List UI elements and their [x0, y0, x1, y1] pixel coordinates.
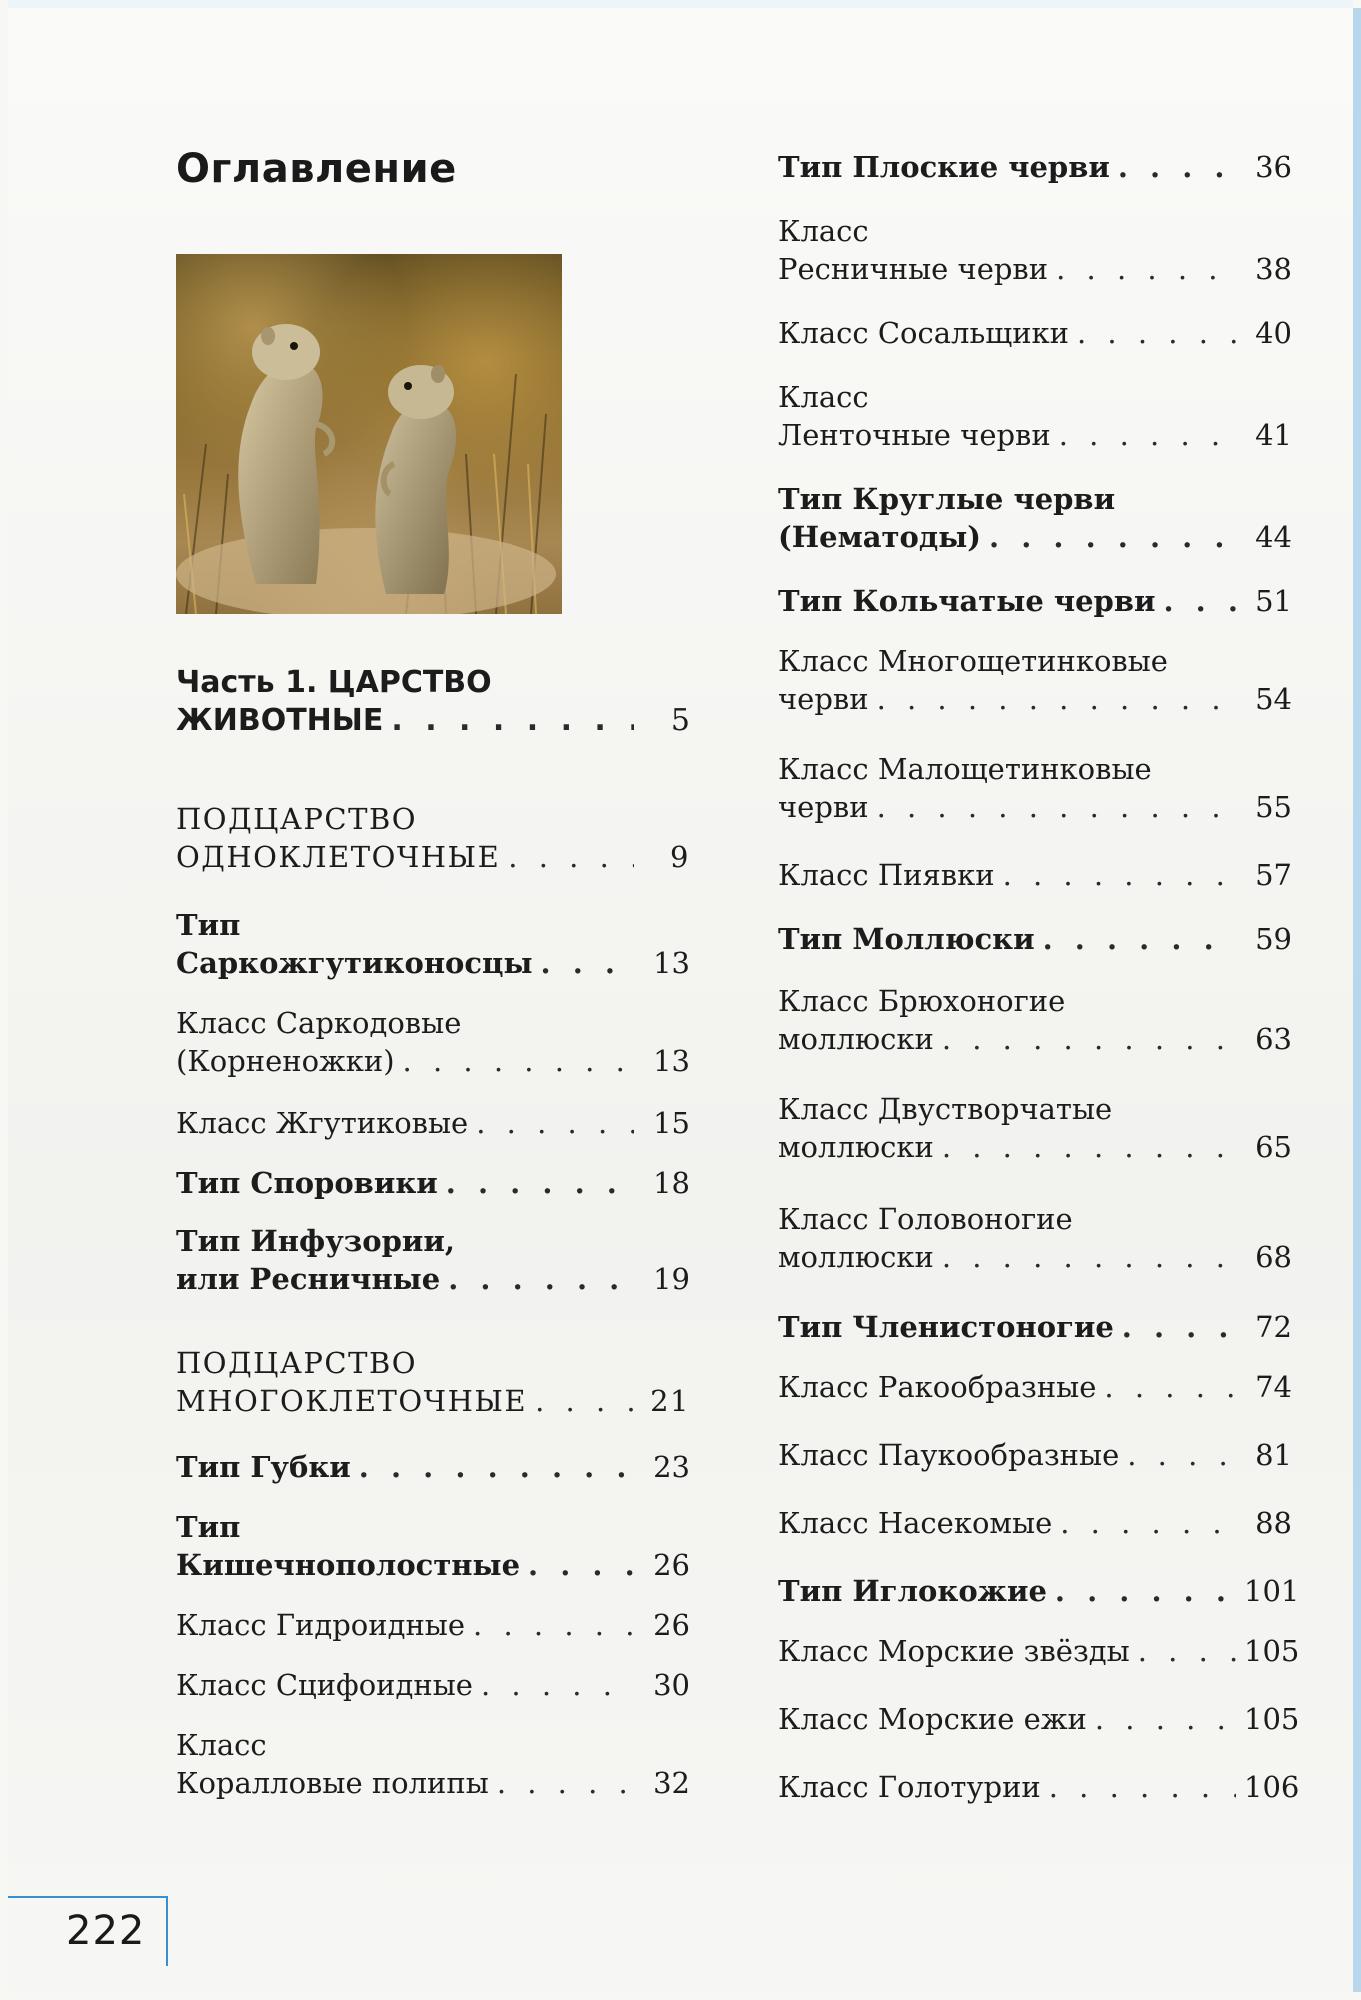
toc-entry-leader-row	[778, 1128, 1292, 1166]
toc-entry-page-number: 21	[650, 1384, 690, 1418]
toc-entry-title-line: Класс Головоногие	[778, 1202, 1073, 1236]
dot-leader	[1043, 920, 1236, 958]
toc-entry	[778, 982, 1292, 1058]
toc-entry	[778, 1768, 1300, 1806]
toc-entry-title-line: Коралловые полипы	[176, 1766, 489, 1800]
dot-leader	[1077, 314, 1236, 352]
toc-entry-leader-row	[176, 1164, 690, 1202]
page-number-rule-vertical	[166, 1896, 168, 1966]
page-right-edge	[1353, 8, 1361, 1992]
dot-leader	[391, 702, 634, 740]
toc-entry	[176, 664, 690, 740]
toc-entry-title-line: (Нематоды)	[778, 520, 981, 554]
toc-entry	[778, 1436, 1292, 1474]
dot-leader	[1104, 1368, 1236, 1406]
toc-entry-page-number: 30	[653, 1668, 690, 1702]
toc-entry-title-line: Тип	[176, 908, 241, 942]
dot-leader	[448, 1260, 634, 1298]
toc-entry	[778, 642, 1292, 718]
page-number-rule-horizontal	[8, 1896, 168, 1898]
toc-entry-title-line: Тип Губки	[176, 1450, 351, 1484]
toc-entry-title-line: черви	[778, 790, 869, 824]
toc-entry-title-line: Класс Малощетинковые	[778, 752, 1152, 786]
dot-leader	[476, 1104, 634, 1142]
toc-entry	[176, 1222, 690, 1298]
toc-entry-page-number: 36	[1255, 150, 1292, 184]
toc-entry-title-line: Ленточные черви	[778, 418, 1051, 452]
toc-entry-page-number: 41	[1255, 418, 1292, 452]
toc-entry-leader-row	[778, 920, 1292, 958]
dot-leader	[528, 1546, 634, 1584]
toc-entry-title-line: Тип Плоские черви	[778, 150, 1110, 184]
toc-entry-title-line: Тип Споровики	[176, 1166, 438, 1200]
dot-leader	[481, 1666, 634, 1704]
toc-entry	[176, 800, 690, 876]
toc-entry-page-number: 101	[1244, 1574, 1300, 1608]
toc-entry-title-line: Класс Голотурии	[778, 1770, 1041, 1804]
toc-entry-title-line: или Ресничные	[176, 1262, 441, 1296]
page-top-edge	[8, 0, 1353, 8]
toc-entry-page-number: 72	[1255, 1310, 1292, 1344]
dot-leader	[359, 1448, 634, 1486]
toc-entry-leader-row	[176, 944, 690, 982]
toc-entry	[778, 750, 1292, 826]
toc-entry-leader-row	[778, 518, 1292, 556]
dot-leader	[942, 1020, 1236, 1058]
toc-entry-title-line: Класс Брюхоногие	[778, 984, 1066, 1018]
dot-leader	[535, 1382, 634, 1420]
toc-entry-leader-row	[778, 680, 1292, 718]
toc-entry	[778, 212, 1292, 288]
toc-entry-page-number: 44	[1255, 520, 1292, 554]
toc-entry-leader-row	[778, 148, 1292, 186]
toc-entry-title-line: Саркожгутиконосцы	[176, 946, 533, 980]
toc-entry	[778, 314, 1292, 352]
dot-leader	[541, 944, 634, 982]
dot-leader	[877, 680, 1236, 718]
toc-entry-title-line: Тип Круглые черви	[778, 482, 1116, 516]
page-number: 222	[66, 1908, 146, 1954]
dot-leader	[877, 788, 1236, 826]
toc-entry-page-number: 38	[1255, 252, 1292, 286]
toc-entry-page-number: 57	[1255, 858, 1292, 892]
toc-entry	[778, 1200, 1292, 1276]
toc-entry-page-number: 5	[670, 703, 690, 738]
toc-entry	[778, 582, 1292, 620]
toc-entry-leader-row	[778, 1768, 1300, 1806]
toc-entry-leader-row	[176, 1606, 690, 1644]
dot-leader	[1118, 148, 1236, 186]
toc-entry	[176, 1344, 690, 1420]
toc-entry-title-line: Кишечнополостные	[176, 1548, 521, 1582]
toc-entry-leader-row	[778, 250, 1292, 288]
toc-entry	[176, 1164, 690, 1202]
toc-entry-page-number: 13	[653, 1044, 690, 1078]
toc-entry	[778, 1632, 1300, 1670]
toc-entry-title-line: Класс Паукообразные	[778, 1438, 1120, 1472]
toc-entry-title-line: ПОДЦАРСТВО	[176, 802, 418, 836]
toc-entry	[176, 1004, 690, 1080]
dot-leader	[1049, 1768, 1236, 1806]
toc-entry-title-line: моллюски	[778, 1022, 934, 1056]
toc-entry	[176, 1666, 690, 1704]
toc-entry-title-line: Тип Кольчатые черви	[778, 584, 1156, 618]
toc-entry-title-line: Класс Сцифоидные	[176, 1668, 473, 1702]
toc-entry	[778, 1504, 1292, 1542]
toc-entry-title-line: моллюски	[778, 1240, 934, 1274]
toc-entry-leader-row	[778, 788, 1292, 826]
dot-leader	[942, 1238, 1236, 1276]
toc-entry-title-line: Часть 1. ЦАРСТВО	[176, 665, 492, 700]
toc-entry	[176, 1606, 690, 1644]
toc-entry-leader-row	[778, 1632, 1300, 1670]
ground-squirrels-illustration	[176, 254, 562, 614]
toc-entry-title-line: Класс Гидроидные	[176, 1608, 466, 1642]
toc-entry-title-line: Класс Морские ежи	[778, 1702, 1087, 1736]
toc-entry-leader-row	[778, 1238, 1292, 1276]
toc-entry-title-line: Тип Иглокожие	[778, 1574, 1047, 1608]
toc-entry	[778, 480, 1292, 556]
toc-entry-title-line: (Корненожки)	[176, 1044, 395, 1078]
toc-entry	[176, 1726, 690, 1802]
dot-leader	[508, 838, 634, 876]
dot-leader	[1138, 1632, 1236, 1670]
toc-entry-title-line: моллюски	[778, 1130, 934, 1164]
toc-entry-page-number: 13	[653, 946, 690, 980]
dot-leader	[942, 1128, 1236, 1166]
toc-entry	[778, 920, 1292, 958]
dot-leader	[1127, 1436, 1236, 1474]
toc-entry-title-line: ОДНОКЛЕТОЧНЫЕ	[176, 840, 501, 874]
toc-entry-leader-row	[176, 1382, 690, 1420]
toc-entry-page-number: 88	[1255, 1506, 1292, 1540]
toc-entry-leader-row	[176, 1042, 690, 1080]
dot-leader	[1163, 582, 1236, 620]
toc-entry-title-line: МНОГОКЛЕТОЧНЫЕ	[176, 1384, 528, 1418]
toc-entry-title-line: Класс Жгутиковые	[176, 1106, 469, 1140]
toc-entry-page-number: 81	[1255, 1438, 1292, 1472]
dot-leader	[989, 518, 1236, 556]
toc-entry-title-line: Класс	[778, 214, 869, 248]
toc-entry-page-number: 63	[1255, 1022, 1292, 1056]
dot-leader	[1056, 250, 1236, 288]
dot-leader	[446, 1164, 634, 1202]
toc-entry-leader-row	[176, 702, 690, 740]
toc-entry-title-line: Тип Моллюски	[778, 922, 1035, 956]
toc-entry	[778, 378, 1292, 454]
toc-entry-leader-row	[176, 1546, 690, 1584]
toc-entry-leader-row	[778, 1368, 1292, 1406]
toc-entry-title-line: Класс	[778, 380, 869, 414]
toc-entry	[176, 1104, 690, 1142]
dot-leader	[403, 1042, 634, 1080]
dot-leader	[1060, 1504, 1236, 1542]
toc-entry-title-line: черви	[778, 682, 869, 716]
toc-entry-page-number: 19	[653, 1262, 690, 1296]
toc-entry-leader-row	[176, 838, 690, 876]
toc-entry-title-line: Тип Инфузории,	[176, 1224, 455, 1258]
toc-entry-title-line: Класс Многощетинковые	[778, 644, 1168, 678]
toc-entry-page-number: 9	[670, 840, 690, 874]
toc-entry-leader-row	[778, 582, 1292, 620]
toc-entry-page-number: 26	[653, 1608, 690, 1642]
dot-leader	[1122, 1308, 1236, 1346]
toc-entry-title-line: Класс Саркодовые	[176, 1006, 462, 1040]
toc-entry-page-number: 23	[653, 1450, 690, 1484]
page-title: Оглавление	[176, 146, 457, 192]
toc-entry	[778, 148, 1292, 186]
dot-leader	[1059, 416, 1236, 454]
ground-squirrels-photo	[176, 254, 562, 614]
dot-leader	[497, 1764, 634, 1802]
toc-entry	[176, 1508, 690, 1584]
toc-entry-leader-row	[176, 1104, 690, 1142]
toc-entry-page-number: 68	[1255, 1240, 1292, 1274]
toc-entry-leader-row	[778, 314, 1292, 352]
toc-entry-title-line: Тип	[176, 1510, 241, 1544]
toc-entry-page-number: 59	[1255, 922, 1292, 956]
toc-entry-page-number: 106	[1244, 1770, 1300, 1804]
toc-entry-page-number: 15	[653, 1106, 690, 1140]
dot-leader	[1003, 856, 1236, 894]
toc-entry-leader-row	[778, 1020, 1292, 1058]
toc-entry	[778, 1090, 1292, 1166]
dot-leader	[1055, 1572, 1236, 1610]
toc-entry-page-number: 65	[1255, 1130, 1292, 1164]
toc-entry	[778, 1700, 1300, 1738]
toc-entry-page-number: 105	[1244, 1634, 1300, 1668]
toc-entry-page-number: 32	[653, 1766, 690, 1800]
toc-entry-leader-row	[778, 1572, 1300, 1610]
toc-entry-leader-row	[778, 1308, 1292, 1346]
toc-entry-leader-row	[176, 1666, 690, 1704]
toc-entry-leader-row	[778, 416, 1292, 454]
toc-entry-leader-row	[778, 1436, 1292, 1474]
toc-entry-page-number: 105	[1244, 1702, 1300, 1736]
toc-entry-title-line: Тип Членистоногие	[778, 1310, 1114, 1344]
toc-entry-title-line: Класс Насекомые	[778, 1506, 1053, 1540]
toc-entry	[176, 906, 690, 982]
toc-entry-title-line: Класс Сосальщики	[778, 316, 1069, 350]
toc-entry	[778, 856, 1292, 894]
toc-entry-page-number: 54	[1255, 682, 1292, 716]
dot-leader	[473, 1606, 634, 1644]
toc-entry-title-line: Класс Морские звёзды	[778, 1634, 1130, 1668]
toc-entry-page-number: 18	[653, 1166, 690, 1200]
toc-entry-page-number: 74	[1255, 1370, 1292, 1404]
toc-entry-title-line: Класс Двустворчатые	[778, 1092, 1113, 1126]
toc-entry-leader-row	[778, 1700, 1300, 1738]
toc-entry	[778, 1368, 1292, 1406]
toc-entry-title-line: Класс Пиявки	[778, 858, 995, 892]
toc-entry-leader-row	[778, 856, 1292, 894]
toc-entry-title-line: ПОДЦАРСТВО	[176, 1346, 418, 1380]
toc-entry	[778, 1572, 1300, 1610]
toc-entry-leader-row	[176, 1448, 690, 1486]
toc-entry-page-number: 26	[653, 1548, 690, 1582]
toc-entry-page-number: 51	[1255, 584, 1292, 618]
toc-entry-title-line: Ресничные черви	[778, 252, 1049, 286]
toc-entry-leader-row	[176, 1764, 690, 1802]
toc-entry-title-line: Класс	[176, 1728, 267, 1762]
dot-leader	[1095, 1700, 1236, 1738]
toc-entry-title-line: Класс Ракообразные	[778, 1370, 1097, 1404]
toc-entry-page-number: 40	[1255, 316, 1292, 350]
toc-entry-page-number: 55	[1255, 790, 1292, 824]
toc-entry	[176, 1448, 690, 1486]
toc-entry-leader-row	[778, 1504, 1292, 1542]
toc-entry-leader-row	[176, 1260, 690, 1298]
toc-entry	[778, 1308, 1292, 1346]
toc-entry-title-line: ЖИВОТНЫЕ	[176, 703, 384, 738]
